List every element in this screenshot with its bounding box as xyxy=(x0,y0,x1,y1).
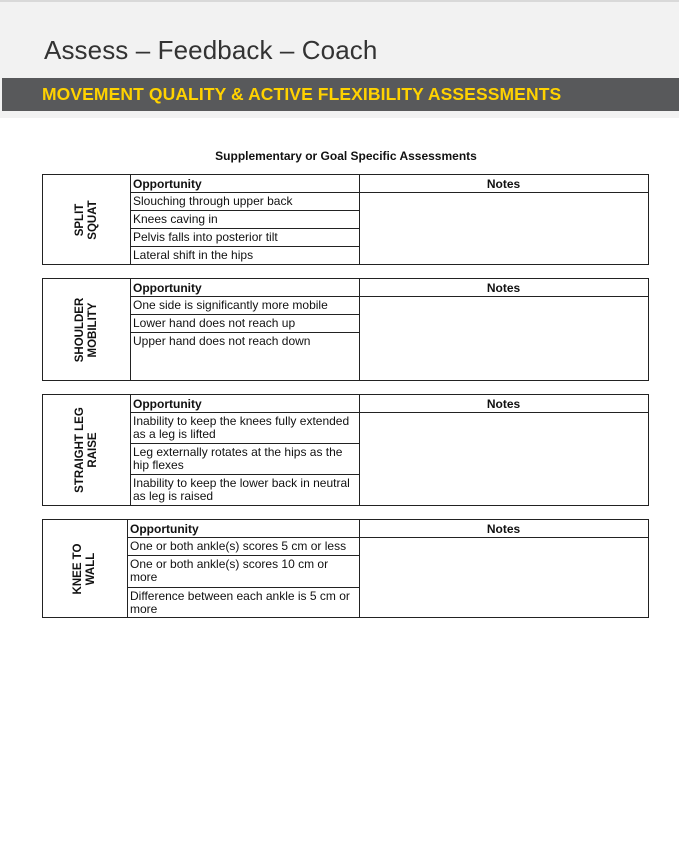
knee-to-wall-label xyxy=(72,543,98,594)
opportunity-header: Opportunity xyxy=(130,279,359,297)
shoulder-mobility-table xyxy=(42,278,649,381)
notes-header: Notes xyxy=(359,395,648,413)
opportunity-row: Pelvis falls into posterior tilt xyxy=(130,229,359,247)
page-title: Assess – Feedback – Coach xyxy=(44,35,378,65)
opportunity-row: Lateral shift in the hips xyxy=(133,248,254,262)
shoulder-mobility-notes-column xyxy=(359,279,648,380)
opportunity-row: Difference between each ankle is 5 cm or more xyxy=(130,589,350,616)
shoulder-mobility-label-cell xyxy=(43,279,131,380)
opportunity-row: One or both ankle(s) scores 5 cm or less xyxy=(127,538,359,556)
straight-leg-raise-label-cell xyxy=(43,395,131,505)
split-squat-table xyxy=(42,174,649,265)
straight-leg-raise-opportunity-column xyxy=(130,395,360,505)
notes-header: Notes xyxy=(359,279,648,297)
opportunity-row: Leg externally rotates at the hips as the hip flexes xyxy=(130,444,359,475)
knee-to-wall-label-cell xyxy=(43,520,128,617)
split-squat-label-cell xyxy=(43,175,131,264)
label-line-1: STRAIGHT LEG xyxy=(73,407,86,493)
top-strip xyxy=(0,0,679,2)
table-heading: Supplementary or Goal Specific Assessments xyxy=(215,149,477,163)
knee-to-wall-opportunity-column xyxy=(127,520,360,617)
shoulder-mobility-label xyxy=(74,297,100,362)
straight-leg-raise-notes-column xyxy=(359,395,648,505)
knee-to-wall-notes-column xyxy=(359,520,648,617)
section-title: MOVEMENT QUALITY & ACTIVE FLEXIBILITY ASSESSMENTS xyxy=(42,84,562,104)
label-line-2: MOBILITY xyxy=(86,302,99,357)
straight-leg-raise-label xyxy=(74,407,100,493)
split-squat-label xyxy=(74,200,100,239)
opportunity-row: Upper hand does not reach down xyxy=(133,334,311,348)
opportunity-header: Opportunity xyxy=(127,520,359,538)
opportunity-header: Opportunity xyxy=(130,175,359,193)
opportunity-row: One side is significantly more mobile xyxy=(130,297,359,315)
split-squat-notes-column xyxy=(359,175,648,264)
opportunity-row: Slouching through upper back xyxy=(130,193,359,211)
notes-header: Notes xyxy=(359,175,648,193)
knee-to-wall-table xyxy=(42,519,649,618)
opportunity-row: One or both ankle(s) scores 10 cm or more xyxy=(127,556,359,588)
label-line-2: SQUAT xyxy=(86,199,99,240)
opportunity-row: Lower hand does not reach up xyxy=(130,315,359,333)
label-line-2: RAISE xyxy=(86,432,99,468)
notes-header: Notes xyxy=(359,520,648,538)
opportunity-row: Knees caving in xyxy=(130,211,359,229)
split-squat-opportunity-column xyxy=(130,175,360,264)
opportunity-row: Inability to keep the knees fully extended as a leg is lifted xyxy=(130,413,359,444)
label-line-1: KNEE TO xyxy=(72,543,84,594)
opportunity-header: Opportunity xyxy=(130,395,359,413)
label-line-1: SPLIT xyxy=(73,203,86,236)
straight-leg-raise-table xyxy=(42,394,649,506)
label-line-1: SHOULDER xyxy=(73,297,86,362)
label-line-2: WALL xyxy=(85,552,97,585)
opportunity-row: Inability to keep the lower back in neutral as leg is raised xyxy=(133,476,350,503)
shoulder-mobility-opportunity-column xyxy=(130,279,360,380)
